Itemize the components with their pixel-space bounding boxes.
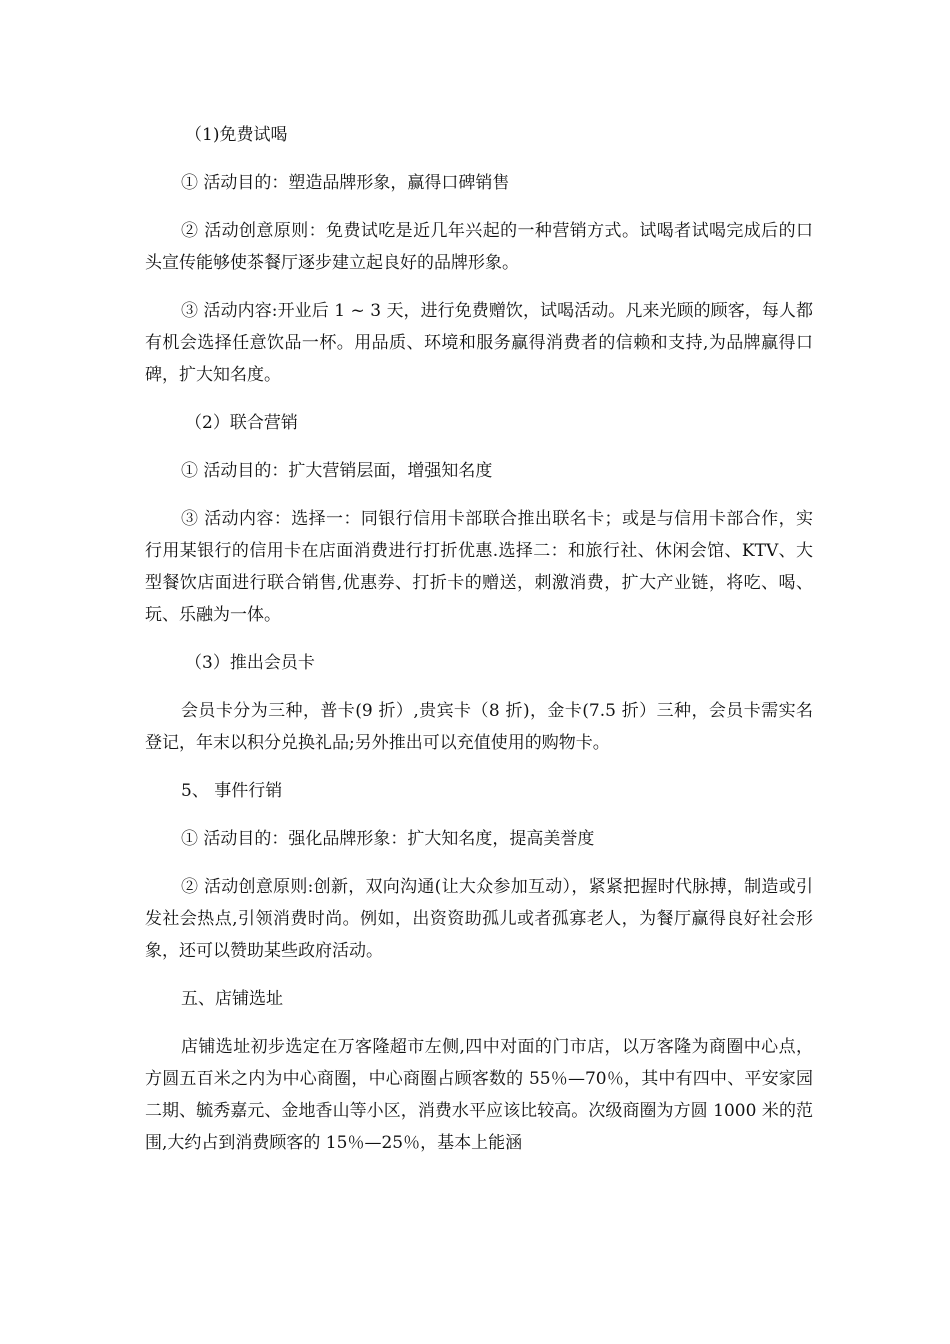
document-body [145,119,813,1159]
paragraph-membership-card: 会员卡分为三种，普卡(9 折）,贵宾卡（8 折)，金卡(7.5 折）三种，会员卡需实名登记，年末以积分兑换礼品;另外推出可以充值使用的购物卡。 [145,701,813,753]
paragraph-activity-goal-3: ① 活动目的：强化品牌形象：扩大知名度，提高美誉度 [181,829,595,849]
paragraph-activity-goal-2: ① 活动目的：扩大营销层面，增强知名度 [181,461,493,481]
heading-membership-card: （3）推出会员卡 [185,653,315,673]
paragraph-activity-content-2: ③ 活动内容：选择一：同银行信用卡部联合推出联名卡；或是与信用卡部合作，实行用某银行的信用卡在店面消费进行打折优惠.选择二：和旅行社、休闲会馆、KTV、大型餐饮店面进行联合销售,优惠券、打折卡的赠送，刺激消费，扩大产业链，将吃、喝、玩、乐融为一体。 [145,509,813,625]
paragraph-store-location: 店铺选址初步选定在万客隆超市左侧,四中对面的门市店，以万客隆为商圈中心点，方圆五百米之内为中心商圈，中心商圈占顾客数的 55％—70％，其中有四中、平安家园二期、毓秀嘉元、金地香山等小区，消费水平应该比较高。次级商圈为方圆 1000 米的范围,大约占到消费顾客的 15％—25％，基本上能涵 [145,1037,813,1153]
heading-joint-marketing: （2）联合营销 [185,413,298,433]
paragraph-activity-goal-1: ① 活动目的：塑造品牌形象，赢得口碑销售 [181,173,510,193]
paragraph-activity-content-1: ③ 活动内容:开业后 1 ~ 3 天，进行免费赠饮，试喝活动。凡来光顾的顾客，每人都有机会选择任意饮品一杯。用品质、环境和服务赢得消费者的信赖和支持,为品牌赢得口碑，扩大知名度。 [145,301,813,385]
heading-store-location: 五、店铺选址 [181,989,283,1009]
heading-event-marketing: 5、 事件行销 [181,781,283,801]
heading-free-tasting: （1)免费试喝 [185,125,288,145]
paragraph-creative-principle-2: ② 活动创意原则:创新，双向沟通(让大众参加互动），紧紧把握时代脉搏，制造或引发社会热点,引领消费时尚。例如，出资资助孤儿或者孤寡老人，为餐厅赢得良好社会形象，还可以赞助某些政府活动。 [145,877,813,961]
paragraph-creative-principle-1: ② 活动创意原则：免费试吃是近几年兴起的一种营销方式。试喝者试喝完成后的口头宣传能够使茶餐厅逐步建立起良好的品牌形象。 [145,221,813,273]
